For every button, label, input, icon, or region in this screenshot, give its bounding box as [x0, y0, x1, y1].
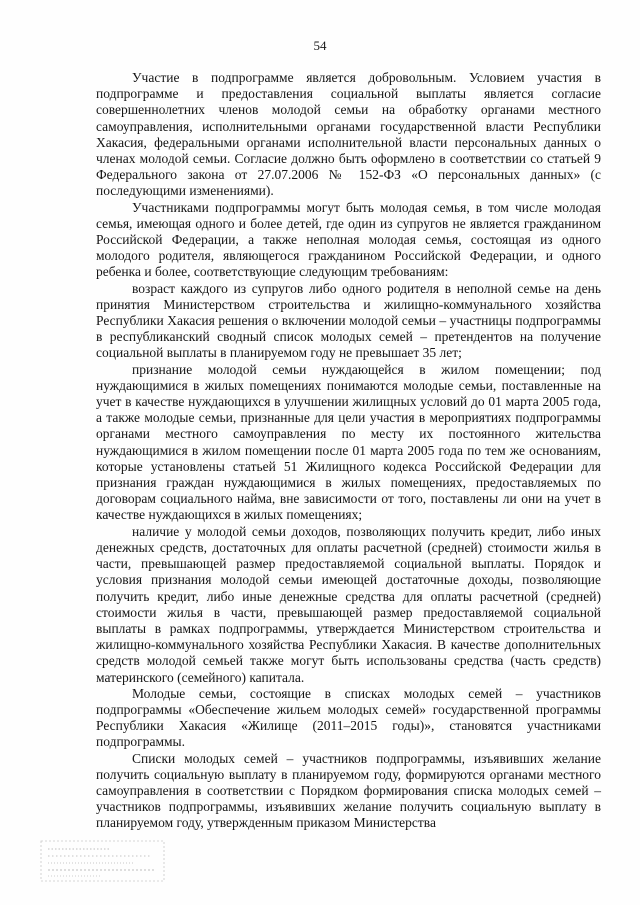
page-number: 54	[313, 38, 327, 53]
paragraph-income-requirement: наличие у молодой семьи доходов, позволяющих получить кредит, либо иных денежных средств, достаточных для оплаты расчетной (средней) стоимости жилья в части, превышающей размер предоставляемой социальной выплаты. Порядок и условия признания молодой семьи имеющей достаточные доходы, позволяющие получить кредит, либо иные денежные средства для оплаты расчетной (средней) стоимости жилья в части, превышающей размер предоставляемой социальной выплаты в рамках подпрограммы, утверждается Министерством строительства и жилищно-коммунального хозяйства Республики Хакасия. В качестве дополнительных средств молодой семьей также могут быть использованы средства (часть средств) материнского (семейного) капитала.	[96, 523, 601, 685]
faded-stamp-image	[40, 840, 165, 882]
paragraph-age-requirement: возраст каждого из супругов либо одного родителя в неполной семье на день принятия Министерством строительства и жилищно-коммунального хозяйства Республики Хакасия решения о включении молодой семьи – участницы подпрограммы в республиканский сводный список молодых семей – претендентов на получение социальной выплаты в планируемом году не превышает 35 лет;	[96, 280, 601, 361]
paragraph-lists-formation: Списки молодых семей – участников подпрограммы, изъявивших желание получить социальную выплату в планируемом году, формируются органами местного самоуправления в соответствии с Порядком формирования списка молодых семей – участников подпрограммы, изъявивших желание получить социальную выплату в планируемом году, утвержденным приказом Министерства	[96, 750, 601, 831]
paragraph-existing-list-members: Молодые семьи, состоящие в списках молодых семей – участников подпрограммы «Обеспечение жильем молодых семей» государственной программы Республики Хакасия «Жилище (2011–2015 годы)», становятся участниками подпрограммы.	[96, 685, 601, 750]
document-body	[96, 70, 601, 832]
paragraph-participation-consent: Участие в подпрограмме является добровольным. Условием участия в подпрограмме и предоставления социальной выплаты является согласие совершеннолетних членов молодой семьи на обработку органами местного самоуправления, исполнительными органами государственной власти Республики Хакасия, федеральными органами исполнительной власти персональных данных о членах молодой семьи. Согласие должно быть оформлено в соответствии со статьей 9 Федерального закона от 27.07.2006 № 152-ФЗ «О персональных данных» (с последующими изменениями).	[96, 70, 601, 199]
paragraph-housing-need: признание молодой семьи нуждающейся в жилом помещении; под нуждающимися в жилых помещениях понимаются молодые семьи, поставленные на учет в качестве нуждающихся в улучшении жилищных условий до 01 марта 2005 года, а также молодые семьи, признанные для цели участия в мероприятиях подпрограммы органами местного самоуправления по месту их постоянного жительства нуждающимися в жилом помещении после 01 марта 2005 года по тем же основаниям, которые установлены статьей 51 Жилищного кодекса Российской Федерации для признания граждан нуждающимися в жилых помещениях, предоставляемых по договорам социального найма, вне зависимости от того, поставлены ли они на учет в качестве нуждающихся в жилых помещениях;	[96, 361, 601, 523]
paragraph-participants: Участниками подпрограммы могут быть молодая семья, в том числе молодая семья, имеющая одного и более детей, где один из супругов не является гражданином Российской Федерации, а также неполная молодая семья, состоящая из одного молодого родителя, являющегося гражданином Российской Федерации, и одного ребенка и более, соответствующие следующим требованиям:	[96, 199, 601, 280]
